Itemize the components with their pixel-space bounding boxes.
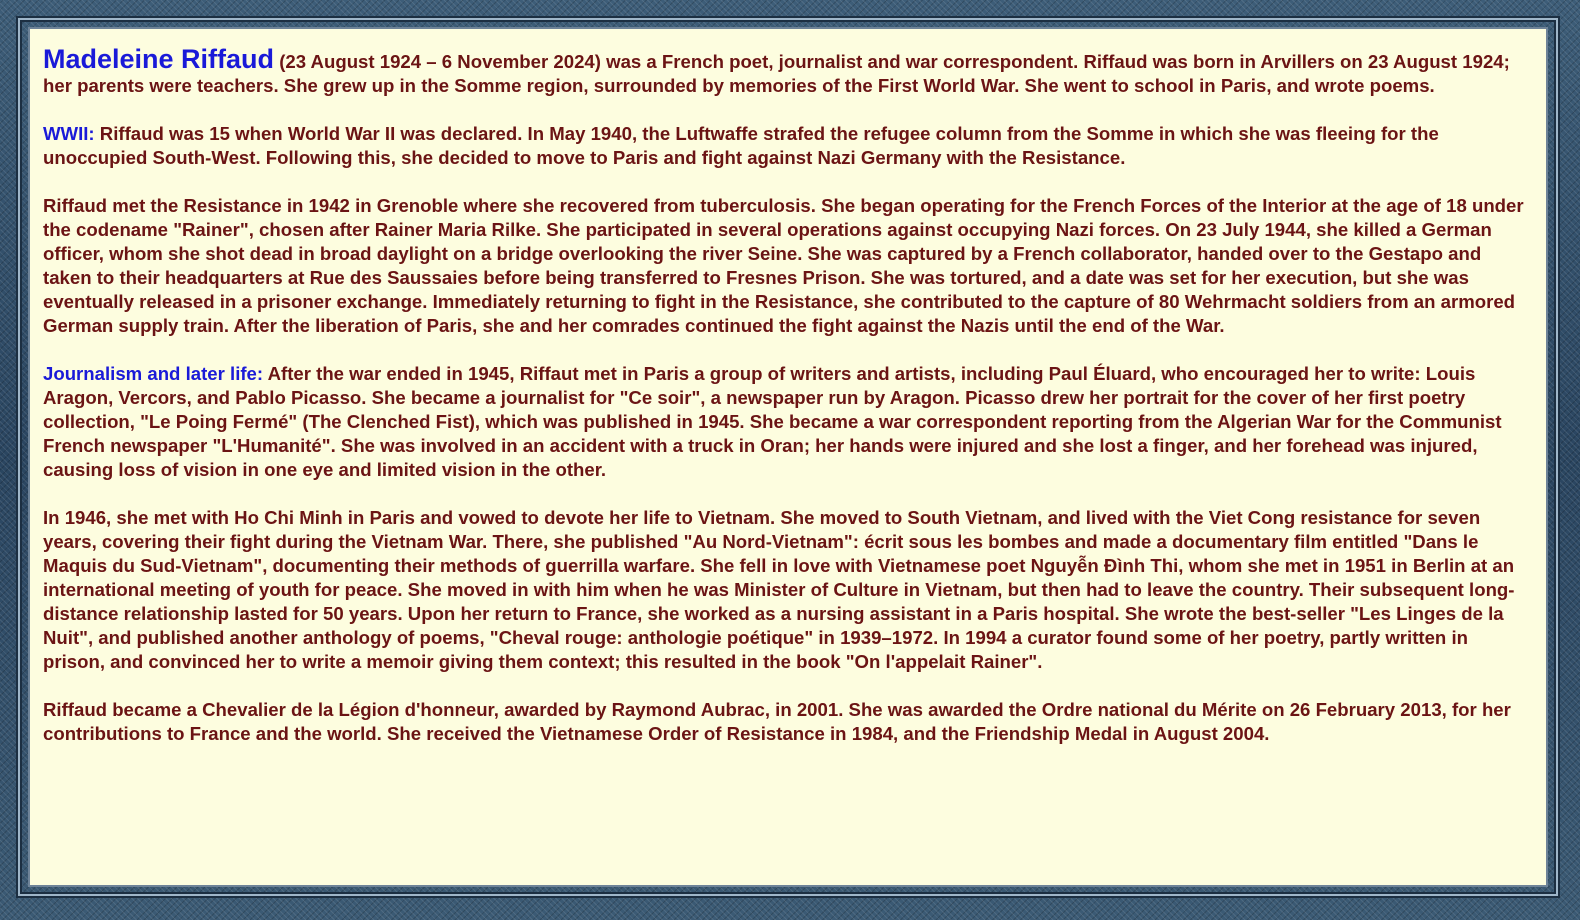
subject-name: Madeleine Riffaud bbox=[43, 44, 275, 74]
intro-text: (23 August 1924 – 6 November 2024) was a French poet, journalist and war correspondent. Riffaud was born in Arvillers on 23 August 1924; her parents were teachers. She grew up in the Somme region, surrounded by memories of the First World War. She went to school in Paris, and wrote poems. bbox=[43, 51, 1510, 96]
resistance-paragraph: Riffaud met the Resistance in 1942 in Grenoble where she recovered from tuberculosis. She began operating for the French Forces of the Interior at the age of 18 under the codename "Rainer", chosen after Rainer Maria Rilke. She participated in several operations against occupying Nazi forces. On 23 July 1944, she killed a German officer, whom she shot dead in broad daylight on a bridge overlooking the river Seine. She was captured by a French collaborator, handed over to the Gestapo and taken to their headquarters at Rue des Saussaies before being transferred to Fresnes Prison. She was tortured, and a date was set for her execution, but she was eventually released in a prisoner exchange. Immediately returning to fight in the Resistance, she contributed to the capture of 80 Wehrmacht soldiers from an armored German supply train. After the liberation of Paris, she and her comrades continued the fight against the Nazis until the end of the War. bbox=[43, 195, 1524, 336]
journalism-paragraph bbox=[43, 362, 1532, 482]
vietnam-paragraph: In 1946, she met with Ho Chi Minh in Paris and vowed to devote her life to Vietnam. She moved to South Vietnam, and lived with the Viet Cong resistance for seven years, covering their fight during the Vietnam War. There, she published "Au Nord-Vietnam": écrit sous les bombes and made a documentary film entitled "Dans le Maquis du Sud-Vietnam", documenting their methods of guerrilla warfare. She fell in love with Vietnamese poet Nguyễn Đình Thi, whom she met in 1951 in Berlin at an international meeting of youth for peace. She moved in with him when he was Minister of Culture in Vietnam, but then had to leave the country. Their subsequent long-distance relationship lasted for 50 years. Upon her return to France, she worked as a nursing assistant in a Paris hospital. She wrote the best-seller "Les Linges de la Nuit", and published another anthology of poems, "Cheval rouge: anthologie poétique" in 1939–1972. In 1994 a curator found some of her poetry, partly written in prison, and convinced her to write a memoir giving them context; this resulted in the book "On l'appelait Rainer". bbox=[43, 507, 1515, 672]
wwii-heading: WWII: bbox=[43, 123, 95, 144]
journalism-heading: Journalism and later life: bbox=[43, 363, 264, 384]
intro-paragraph bbox=[43, 45, 1532, 98]
honours-paragraph: Riffaud became a Chevalier de la Légion d'honneur, awarded by Raymond Aubrac, in 2001. She was awarded the Ordre national du Mérite on 26 February 2013, for her contributions to France and the world. She received the Vietnamese Order of Resistance in 1984, and the Friendship Medal in August 2004. bbox=[43, 699, 1511, 744]
biography-panel bbox=[28, 27, 1548, 887]
wwii-paragraph bbox=[43, 122, 1532, 170]
wwii-text: Riffaud was 15 when World War II was declared. In May 1940, the Luftwaffe strafed the refugee column from the Somme in which she was fleeing for the unoccupied South-West. Following this, she decided to move to Paris and fight against Nazi Germany with the Resistance. bbox=[43, 123, 1439, 168]
journalism-text: After the war ended in 1945, Riffaut met in Paris a group of writers and artists, including Paul Éluard, who encouraged her to write: Louis Aragon, Vercors, and Pablo Picasso. She became a journalist for "Ce soir", a newspaper run by Aragon. Picasso drew her portrait for the cover of her first poetry collection, "Le Poing Fermé" (The Clenched Fist), which was published in 1945. She became a war correspondent reporting from the Algerian War for the Communist French newspaper "L'Humanité". She was involved in an accident with a truck in Oran; her hands were injured and she lost a finger, and her forehead was injured, causing loss of vision in one eye and limited vision in the other. bbox=[43, 363, 1502, 480]
